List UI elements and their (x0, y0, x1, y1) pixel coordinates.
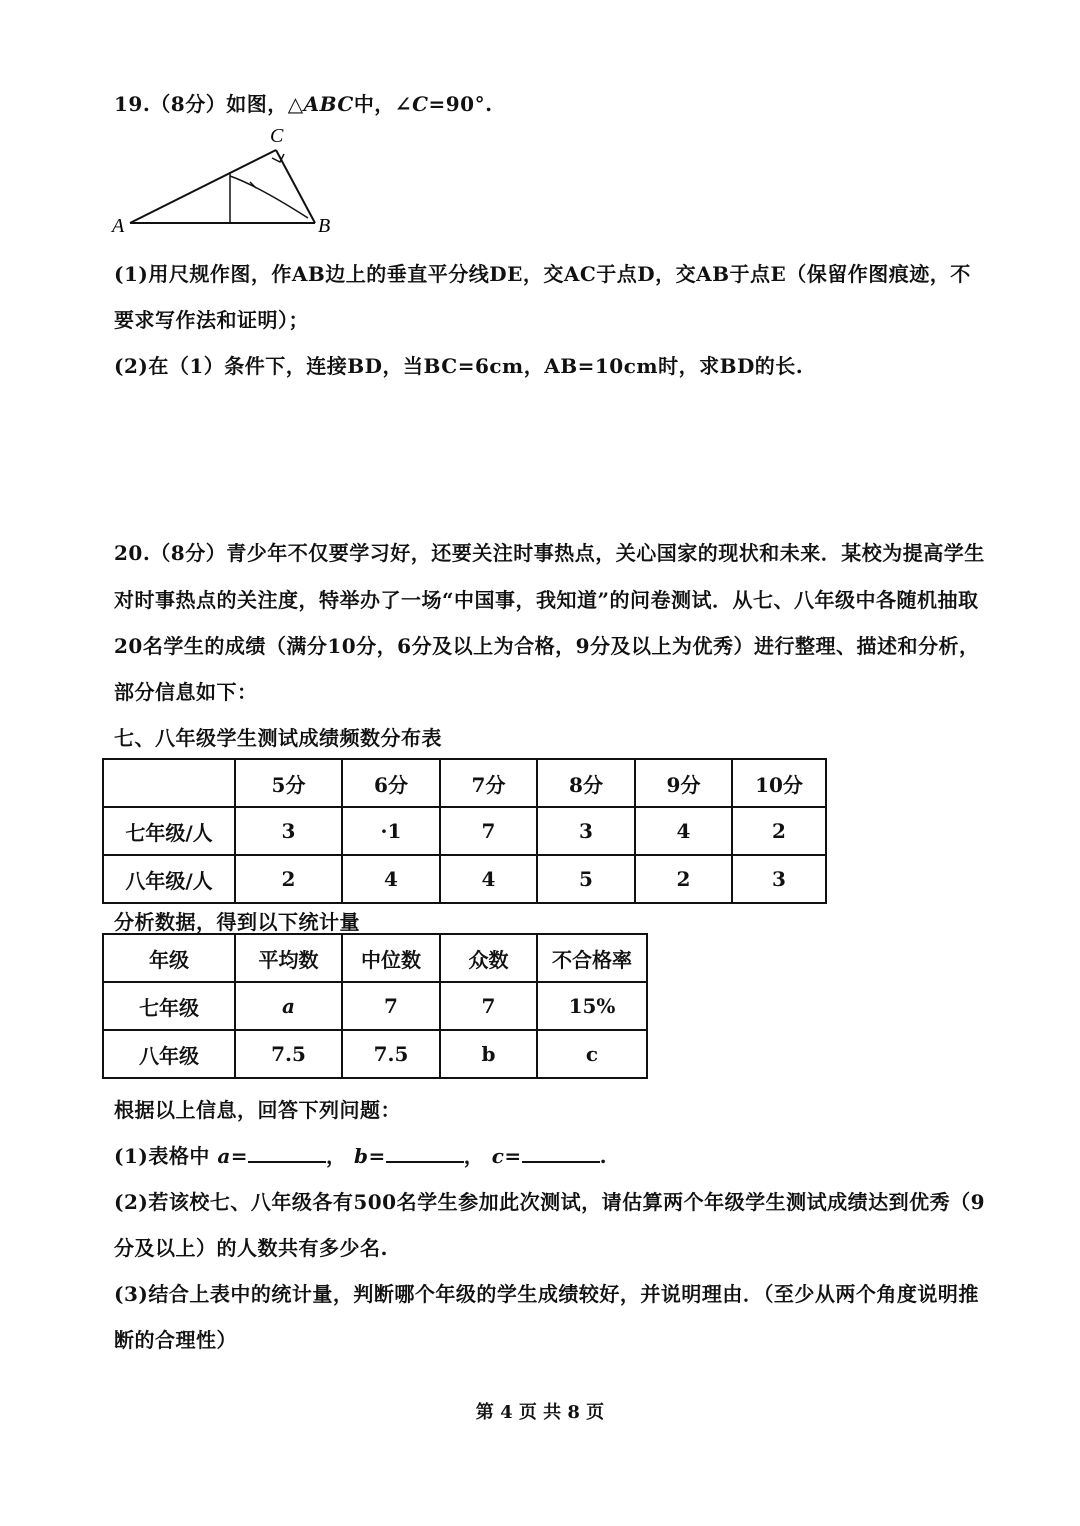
table-header-cell: 众数 (440, 934, 537, 982)
q20-sub2-line2: 分及以上）的人数共有多少名. (114, 1236, 388, 1260)
table-cell (103, 759, 235, 807)
answer-blank-c[interactable] (522, 1143, 600, 1163)
table-cell: c (537, 1030, 647, 1078)
table-cell: 7.5 (342, 1030, 440, 1078)
q19-part2: (2)在（1）条件下，连接BD，当BC=6cm，AB=10cm时，求BD的长. (114, 354, 804, 378)
table-header-cell: 平均数 (235, 934, 342, 982)
table-header-cell: 5分 (235, 759, 342, 807)
table-row (103, 855, 826, 903)
frequency-table (102, 758, 827, 904)
q20-prompt: 根据以上信息，回答下列问题： (114, 1098, 401, 1122)
vertex-label-c: C (270, 125, 284, 147)
q20-intro-line2: 对时事热点的关注度，特举办了一场“中国事，我知道”的问卷测试．从七、八年级中各随机抽取 (114, 588, 979, 612)
q19-part1-line1: (1)用尺规作图，作AB边上的垂直平分线DE，交AC于点D，交AB于点E（保留作图痕迹，不 (114, 262, 971, 286)
table-cell: a (235, 982, 342, 1030)
table-cell: 7.5 (235, 1030, 342, 1078)
table-cell: 7 (440, 807, 537, 855)
blank-b-label: b= (354, 1144, 386, 1168)
answer-blank-b[interactable] (386, 1143, 464, 1163)
table-cell: 3 (732, 855, 826, 903)
construction-arc (230, 176, 308, 218)
q19-header-text: 19.（8分）如图，△ (114, 92, 304, 116)
q19-triangle-name: ABC (303, 92, 354, 116)
answer-blank-a[interactable] (248, 1143, 326, 1163)
table-cell: b (440, 1030, 537, 1078)
table-cell: 4 (342, 855, 440, 903)
table-header-cell: 6分 (342, 759, 440, 807)
vertex-label-b: B (318, 215, 331, 237)
table-cell: 2 (235, 855, 342, 903)
q19-header-text-3: =90°. (428, 92, 493, 116)
table-row (103, 982, 647, 1030)
statistics-table (102, 933, 648, 1079)
table1-caption: 七、八年级学生测试成绩频数分布表 (114, 726, 442, 750)
q19-header-text-2: 中，∠ (353, 92, 413, 116)
separator: ， (326, 1144, 347, 1168)
table-row-label: 七年级 (103, 982, 235, 1030)
table-row-label: 八年级 (103, 1030, 235, 1078)
table-cell: 4 (635, 807, 732, 855)
table-cell: 4 (440, 855, 537, 903)
table-cell: 5 (537, 855, 635, 903)
table-cell: 2 (732, 807, 826, 855)
table-header-cell: 7分 (440, 759, 537, 807)
table-cell: 3 (537, 807, 635, 855)
vertex-label-a: A (112, 215, 125, 237)
q20-sub1 (114, 1140, 607, 1169)
q19-part1-line2: 要求写作法和证明）； (114, 308, 309, 332)
table-cell: ·1 (342, 807, 440, 855)
table-cell: 7 (440, 982, 537, 1030)
page-footer: 第 4 页 共 8 页 (475, 1402, 605, 1423)
q20-intro-line3: 20名学生的成绩（满分10分，6分及以上为合格，9分及以上为优秀）进行整理、描述和分析， (114, 634, 980, 658)
table-header-cell: 不合格率 (537, 934, 647, 982)
table-row-label: 八年级/人 (103, 855, 235, 903)
q20-sub1-label: (1)表格中 (114, 1144, 210, 1168)
table-row (103, 1030, 647, 1078)
q20-sub2-line1: (2)若该校七、八年级各有500名学生参加此次测试，请估算两个年级学生测试成绩达到优秀（9 (114, 1190, 986, 1214)
table-header-cell: 9分 (635, 759, 732, 807)
q20-intro-line4: 部分信息如下： (114, 680, 258, 704)
side-cb (276, 150, 315, 223)
q20-sub3-line1: (3)结合上表中的统计量，判断哪个年级的学生成绩较好，并说明理由．（至少从两个角度说明推 (114, 1282, 979, 1306)
table-row (103, 807, 826, 855)
q20-sub3-line2: 断的合理性） (114, 1328, 237, 1352)
q19-angle-name: C (412, 92, 429, 116)
table-row (103, 934, 647, 982)
table-row-label: 七年级/人 (103, 807, 235, 855)
table-row (103, 759, 826, 807)
table-header-cell: 10分 (732, 759, 826, 807)
table-cell: 7 (342, 982, 440, 1030)
q19-header (114, 88, 493, 117)
table-cell: 2 (635, 855, 732, 903)
table-header-cell: 年级 (103, 934, 235, 982)
table-cell: 15% (537, 982, 647, 1030)
sentence-end: . (599, 1144, 608, 1168)
q20-intro-line1: 20.（8分）青少年不仅要学习好，还要关注时事热点，关心国家的现状和未来．某校为提高学生 (114, 541, 985, 565)
separator: ， (463, 1144, 485, 1168)
table-header-cell: 8分 (537, 759, 635, 807)
blank-c-label: c= (491, 1144, 522, 1168)
triangle-figure (108, 120, 348, 240)
table-header-cell: 中位数 (342, 934, 440, 982)
table2-caption: 分析数据，得到以下统计量 (114, 910, 360, 934)
blank-a-label: a= (217, 1144, 249, 1168)
table-cell: 3 (235, 807, 342, 855)
